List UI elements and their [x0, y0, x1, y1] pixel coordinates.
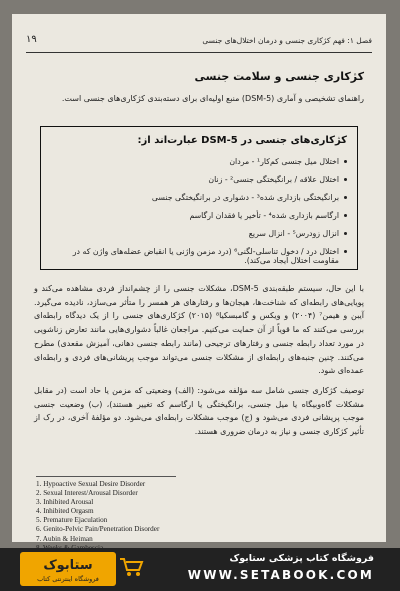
store-footer-banner [0, 548, 400, 591]
footnote: 7. Aubin & Heiman [36, 534, 93, 543]
footnote: 3. Inhibited Arousal [36, 498, 94, 507]
list-item: برانگیختگی بازداری شده³ - دشواری در برانگیختگی جنسی [49, 193, 347, 202]
footnote: 2. Sexual Interest/Arousal Disorder [36, 489, 138, 498]
list-item: انزال زودرس⁵ - انزال سریع [49, 229, 347, 238]
section-title: کژکاری جنسی و سلامت جنسی [194, 70, 364, 83]
list-item: اختلال علاقه / برانگیختگی جنسی² - زنان [49, 175, 347, 184]
footnote: 5. Premature Ejaculation [36, 516, 108, 525]
logo-subtext: فروشگاه اینترنتی کتاب [37, 575, 99, 583]
list-item: اختلال درد / دخول تناسلی-لگنی⁶ (درد مزمن واژنی یا انقباض عضله‌های واژن که در مقاومت اختلال ایجاد می‌کند). [49, 247, 347, 265]
box-title: کژکاری‌های جنسی در DSM-5 عبارت‌اند از: [137, 135, 347, 146]
dsm5-box [40, 126, 358, 270]
running-header [26, 34, 372, 52]
list-item: اختلال میل جنسی کم‌کار¹ - مردان [49, 157, 347, 166]
shop-name: فروشگاه کتاب پزشکی ستابوک [229, 553, 374, 564]
book-page [12, 14, 386, 542]
setabook-logo [20, 552, 116, 586]
footnotes [36, 480, 159, 553]
section-intro: راهنمای تشخیصی و آماری (DSM-5) منبع اولیه‌ای برای دسته‌بندی کژکاری‌های جنسی است. [61, 94, 364, 103]
footnote-rule [36, 476, 176, 477]
footnote: 6. Genito-Pelvic Pain/Penetration Disorder [36, 525, 160, 534]
footnote: 4. Inhibited Orgasm [36, 507, 94, 516]
header-rule [26, 52, 372, 53]
paragraph: با این حال، سیستم طبقه‌بندی DSM-5، مشکلات جنسی را از چشم‌انداز فردی مشاهده می‌کند و پویایی‌های رابطه‌ای که شناخت‌ها، هیجان‌ها و رفتارهای هر همسر را متأثر می‌سازد، نادیده می‌گیرد. آیبن و هیمن⁷ (۲۰۰۴) و ویکس و گامبسکیا⁸ (۲۰۱۵) کژکاری‌های جنسی را از یک دیدگاه رابطه‌ای بررسی می‌کنند که ما قویاً از آن حمایت می‌کنیم. مراجعان غالباً دشواری‌هایی مانند تعارض زناشویی در مورد تعداد رابطه جنسی و رفتارهای ترجیحی (مانند رابطه جنسی دهانی، آمیزش مقعدی) مطرح می‌کنند. چنین جنبه‌های رابطه‌ای از مشکلات جنسی می‌تواند موجب پریشانی‌های فردی و رابطه‌ای عمده‌ای شود. [34, 284, 365, 376]
shop-url[interactable]: WWW.SETABOOK.COM [187, 568, 374, 582]
logo-text: ستابوک [43, 558, 93, 573]
footnote: 1. Hypoactive Sexual Desire Disorder [36, 480, 146, 488]
dsm5-list [49, 157, 347, 274]
body-text [34, 282, 364, 445]
list-item: ارگاسم بازداری شده⁴ - تأخیر یا فقدان ارگاسم [49, 211, 347, 220]
paragraph: توصیف کژکاری جنسی شامل سه مؤلفه می‌شود: (الف) وضعیتی که مزمن یا حاد است (در مقابل مشکلات گاه‌وبیگاه یا میل جنسی، برانگیختگی یا ارگاسم که تغییر هستند)، (ب) وضعیت جنسی موجب پریشانی فردی می‌شود و (ج) موجب مشکلات رابطه‌ای می‌شود. دو مؤلفهٔ آخری، در رک از تأثیر کژکاری جنسی و نیاز به درمان ضروری هستند. [34, 385, 364, 437]
page-number: ۱۹ [26, 34, 37, 45]
cart-icon [118, 556, 144, 578]
chapter-title: فصل ۱: فهم کژکاری جنسی و درمان اختلال‌های جنسی [202, 36, 372, 45]
